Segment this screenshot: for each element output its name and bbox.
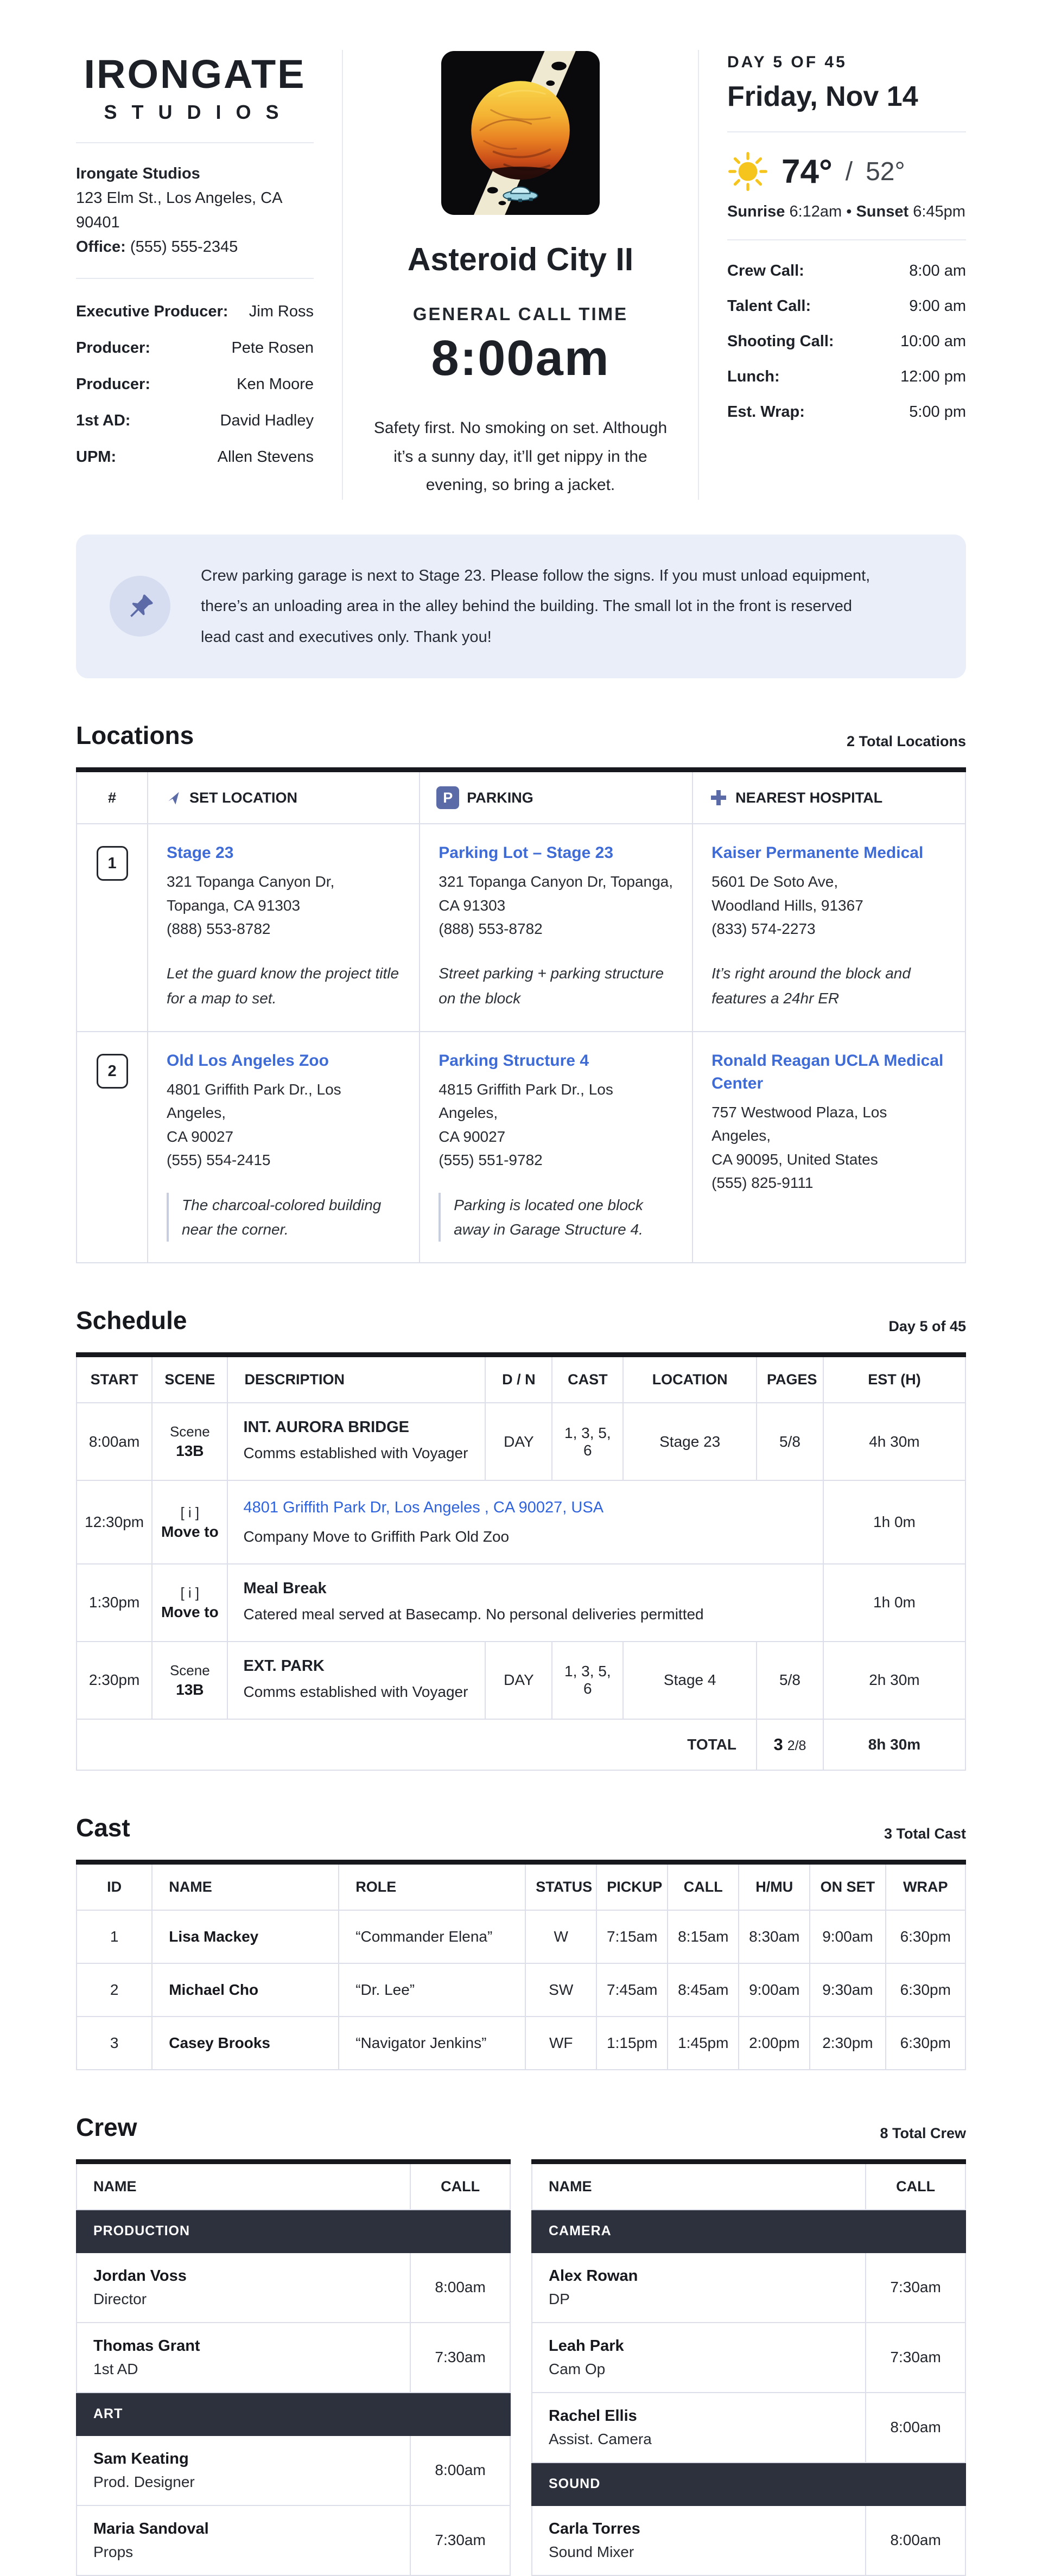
est-cell: 1h 0m [823,1480,965,1564]
sunrise-label: Sunrise [727,203,785,220]
time-value: 5:00 pm [909,403,966,421]
schedule-row [77,1642,965,1719]
logo-line2: STUDIOS [104,101,294,123]
location-cell: Stage 4 [623,1642,757,1719]
schedule-total-row [77,1719,965,1770]
scene-description: Comms established with Voyager [243,1683,468,1700]
address-line: 321 Topanga Canyon Dr, Topanga, [439,873,674,891]
cast-onset: 2:30pm [810,2017,885,2070]
total-est-cell: 8h 30m [823,1719,965,1770]
company-address: 123 Elm St., Los Angeles, CA 90401 [76,189,282,231]
break-description: Catered meal served at Basecamp. No personal deliveries permitted [243,1605,704,1623]
time-label: Crew Call: [727,262,804,279]
crew-member-cell [532,2253,866,2323]
description-cell [227,1480,823,1564]
set-location-link[interactable]: Stage 23 [167,844,234,862]
divider [727,239,966,240]
header [76,50,966,500]
cast-call: 8:45am [668,1963,739,2017]
hospital-link[interactable]: Kaiser Permanente Medical [711,844,924,862]
department-label: CAMERA [532,2210,965,2253]
cast-hmu: 9:00am [739,1963,810,2017]
credit-row [76,376,314,393]
credit-value: David Hadley [220,411,314,429]
col-description: DESCRIPTION [227,1355,485,1403]
crew-role: Cam Op [549,2360,606,2377]
crew-member-cell [77,2435,410,2505]
schedule-table [76,1352,966,1771]
department-band [532,2210,965,2253]
total-pages: 3 [773,1734,783,1754]
crew-call-time: 8:00am [866,2393,965,2463]
crew-row [77,2505,510,2575]
crew-call-time: 8:00am [410,2435,510,2505]
parking-note: Parking is located one block away in Garage Structure 4. [439,1193,674,1242]
crew-name: Jordan Voss [93,2267,187,2285]
time-row [727,262,966,280]
production-title: Asteroid City II [407,241,634,277]
studio-logo [76,54,314,124]
start-cell: 2:30pm [77,1642,152,1719]
location-number-badge: 2 [97,1054,128,1089]
location-number-cell [77,1032,148,1263]
scene-cell [152,1642,227,1719]
company-name: Irongate Studios [76,165,200,182]
cast-total: 3 Total Cast [884,1825,966,1842]
cast-id: 2 [77,1963,152,2017]
break-title: Meal Break [243,1579,327,1597]
location-row [77,824,965,1032]
cast-role: “Commander Elena” [339,1910,525,1963]
scene-cell [152,1564,227,1642]
col-parking [420,770,692,824]
crew-call-time: 7:30am [410,2323,510,2393]
crew-title: Crew [76,2113,137,2141]
locations-table [76,767,966,1263]
info-marker: [ i ] [180,1504,200,1521]
divider [727,131,966,132]
time-label: Talent Call: [727,297,811,315]
credit-value: Jim Ross [249,302,314,320]
phone-line: (833) 574-2273 [711,920,816,937]
crew-name: Alex Rowan [549,2267,638,2285]
scene-kind: Scene [169,1423,210,1440]
crew-call-time: 8:00am [410,2253,510,2323]
schedule-row-move [77,1480,965,1564]
col-pages: PAGES [757,1355,823,1403]
address-line: 321 Topanga Canyon Dr, [167,873,335,891]
department-label: PRODUCTION [77,2210,510,2253]
crew-row [77,2435,510,2505]
crew-total: 8 Total Crew [880,2125,966,2141]
crew-role: Director [93,2290,147,2307]
department-band [77,2210,510,2253]
call-times-list [727,262,966,421]
crew-header-row [532,2161,965,2210]
locations-title: Locations [76,721,194,750]
sunrise-sunset-line [727,203,966,221]
cast-name: Michael Cho [152,1963,339,2017]
total-pages-fraction: 2/8 [787,1738,806,1753]
header-right-column [699,50,966,500]
time-value: 8:00 am [909,262,966,279]
credit-value: Pete Rosen [231,339,314,357]
hospital-header-label: NEAREST HOSPITAL [735,789,883,806]
hospital-cross-icon [709,788,728,807]
schedule-title: Schedule [76,1306,187,1335]
crew-call-time: 7:30am [866,2323,965,2393]
scene-description: Comms established with Voyager [243,1445,468,1462]
credit-label: UPM: [76,448,117,466]
move-to-label: Move to [161,1603,219,1620]
crew-name: Thomas Grant [93,2337,200,2355]
shoot-day-label: DAY 5 OF 45 [727,53,847,71]
col-number: # [77,770,148,824]
crew-row [532,2505,965,2575]
crew-table-right [531,2159,966,2576]
est-cell: 1h 0m [823,1564,965,1642]
credit-value: Ken Moore [237,375,314,393]
sun-icon [727,151,768,192]
notice-text: Crew parking garage is next to Stage 23. Please follow the signs. If you must unload equipment, there’s an unloading area in the alley behind the building. The small lot in the front is reserved lead cast and executives only. Thank you! [201,567,871,646]
set-location-link[interactable]: Old Los Angeles Zoo [167,1052,329,1070]
parking-link[interactable]: Parking Lot – Stage 23 [439,844,614,862]
dn-cell: DAY [485,1403,552,1480]
col-crew-name: NAME [532,2161,866,2210]
move-to-label: Move to [161,1523,219,1540]
dn-cell: DAY [485,1642,552,1719]
notice-icon-circle [110,576,170,637]
pages-cell: 5/8 [757,1403,823,1480]
cast-cell: 1, 3, 5, 6 [552,1403,623,1480]
crew-call-time: 7:30am [410,2505,510,2575]
crew-call-time: 8:00am [866,2505,965,2575]
scene-number: 13B [176,1681,204,1698]
move-description: Company Move to Griffith Park Old Zoo [243,1528,510,1545]
crew-header-row [77,2161,510,2210]
crew-row [77,2253,510,2323]
col-call: CALL [668,1862,739,1910]
address-line: 5601 De Soto Ave, [711,873,838,891]
safety-note: Safety first. No smoking on set. Although it’s a sunny day, it’ll get nippy in the evening, so bring a jacket. [373,419,668,494]
location-number-badge: 1 [97,846,128,881]
location-cell: Stage 23 [623,1403,757,1480]
hospital-cell [692,824,965,1032]
col-id: ID [77,1862,152,1910]
cast-id: 1 [77,1910,152,1963]
notice-banner [76,535,966,679]
cast-pickup: 7:15am [596,1910,668,1963]
cast-section-head [76,1813,966,1842]
time-label: Est. Wrap: [727,403,805,421]
logo-line1: IRONGATE [84,52,306,97]
col-role: ROLE [339,1862,525,1910]
locations-section-head [76,721,966,750]
time-row [727,333,966,351]
crew-member-cell [532,2393,866,2463]
pages-cell: 5/8 [757,1642,823,1719]
cast-cell: 1, 3, 5, 6 [552,1642,623,1719]
credit-row [76,412,314,430]
set-location-cell [148,1032,420,1263]
crew-name: Carla Torres [549,2520,640,2537]
crew-name: Maria Sandoval [93,2520,209,2537]
shoot-date: Friday, Nov 14 [727,81,918,112]
credit-label: Producer: [76,375,150,393]
crew-member-cell [532,2505,866,2575]
description-cell [227,1403,485,1480]
credit-value: Allen Stevens [217,448,314,466]
crew-row [77,2323,510,2393]
locations-total: 2 Total Locations [846,733,966,750]
cast-wrap: 6:30pm [886,2017,965,2070]
description-cell [227,1564,823,1642]
parking-header-label: PARKING [467,789,533,806]
asteroid-poster-icon [440,50,601,216]
col-scene: SCENE [152,1355,227,1403]
cast-status: SW [525,1963,596,2017]
pushpin-icon [125,591,155,621]
credit-row [76,339,314,357]
crew-member-cell [77,2323,410,2393]
hospital-note: It’s right around the block and features a 24hr ER [711,965,911,1007]
cast-row [77,1910,965,1963]
crew-member-cell [532,2323,866,2393]
credit-row [76,303,314,321]
schedule-day-label: Day 5 of 45 [888,1318,966,1335]
hospital-link[interactable]: Ronald Reagan UCLA Medical Center [711,1052,944,1093]
est-cell: 4h 30m [823,1403,965,1480]
header-left-column [76,50,343,500]
cast-id: 3 [77,2017,152,2070]
cast-status: WF [525,2017,596,2070]
crew-row [532,2253,965,2323]
time-label: Lunch: [727,368,780,385]
cast-name: Casey Brooks [152,2017,339,2070]
poster-image [365,50,676,216]
col-location: LOCATION [623,1355,757,1403]
col-crew-call: CALL [410,2161,510,2210]
phone-line: (555) 554-2415 [167,1152,271,1169]
crew-tables [76,2159,966,2576]
phone-line: (888) 553-8782 [439,920,543,937]
location-number-cell [77,824,148,1032]
company-address-block [76,162,314,259]
crew-table-left [76,2159,511,2576]
time-value: 10:00 am [900,333,966,350]
divider [76,278,314,279]
scene-cell [152,1403,227,1480]
crew-name: Sam Keating [93,2450,189,2467]
est-cell: 2h 30m [823,1642,965,1719]
scene-number: 13B [176,1442,204,1460]
cast-wrap: 6:30pm [886,1910,965,1963]
cast-hmu: 2:00pm [739,2017,810,2070]
locations-header-row [77,770,965,824]
location-row [77,1032,965,1263]
time-row [727,368,966,386]
dot-separator: • [846,203,852,220]
address-line: CA 90027 [167,1128,234,1145]
schedule-row-move [77,1564,965,1642]
scene-slug: INT. AURORA BRIDGE [243,1419,410,1436]
col-start: START [77,1355,152,1403]
cast-hmu: 8:30am [739,1910,810,1963]
crew-role: Props [93,2543,134,2560]
address-line: Topanga, CA 91303 [167,896,301,914]
location-note: Let the guard know the project title for a map to set. [167,965,399,1007]
set-location-header-label: SET LOCATION [189,790,298,806]
weather-row [727,151,966,192]
start-cell: 8:00am [77,1403,152,1480]
cast-role: “Dr. Lee” [339,1963,525,2017]
start-cell: 12:30pm [77,1480,152,1564]
cast-title: Cast [76,1813,130,1842]
cast-wrap: 6:30pm [886,1963,965,2017]
col-dn: D / N [485,1355,552,1403]
temp-separator: / [845,157,853,186]
crew-row [532,2393,965,2463]
crew-call-time: 7:30am [866,2253,965,2323]
header-center-column [343,50,699,500]
description-cell [227,1642,485,1719]
col-crew-name: NAME [77,2161,410,2210]
move-address-link[interactable]: 4801 Griffith Park Dr, Los Angeles , CA 90027, USA [243,1499,604,1517]
general-call-time: 8:00am [431,330,610,386]
credits-list [76,303,314,466]
phone-line: (888) 553-8782 [167,920,271,937]
total-pages-cell [757,1719,823,1770]
navigation-icon [164,790,182,807]
col-crew-call: CALL [866,2161,965,2210]
cast-pickup: 1:15pm [596,2017,668,2070]
cast-call: 8:15am [668,1910,739,1963]
temp-high: 74° [782,152,833,190]
crew-member-cell [77,2253,410,2323]
sunset-label: Sunset [856,203,909,220]
address-line: 4815 Griffith Park Dr., Los Angeles, [439,1081,613,1122]
cast-status: W [525,1910,596,1963]
schedule-header-row [77,1355,965,1403]
start-cell: 1:30pm [77,1564,152,1642]
cast-name: Lisa Mackey [152,1910,339,1963]
department-label: SOUND [532,2463,965,2505]
phone-line: (555) 551-9782 [439,1152,543,1169]
col-hmu: H/MU [739,1862,810,1910]
department-band [532,2463,965,2505]
cast-row [77,1963,965,2017]
crew-role: 1st AD [93,2360,138,2377]
office-label: Office: [76,238,126,256]
sunrise-time: 6:12am [789,203,842,220]
parking-cell [420,1032,692,1263]
scene-cell [152,1480,227,1564]
sunset-time: 6:45pm [913,203,965,220]
col-name: NAME [152,1862,339,1910]
department-band [77,2393,510,2435]
col-est: EST (H) [823,1355,965,1403]
col-pickup: PICKUP [596,1862,668,1910]
credit-row [76,448,314,466]
cast-onset: 9:00am [810,1910,885,1963]
crew-row [532,2323,965,2393]
phone-line: (555) 825-9111 [711,1174,814,1192]
cast-table [76,1860,966,2070]
address-line: 4801 Griffith Park Dr., Los Angeles, [167,1081,341,1122]
location-note: The charcoal-colored building near the corner. [167,1193,401,1242]
crew-member-cell [77,2505,410,2575]
credit-label: Producer: [76,339,150,357]
set-location-cell [148,824,420,1032]
col-set-location [148,770,420,824]
parking-cell [420,824,692,1032]
col-hospital [692,770,965,824]
crew-name: Rachel Ellis [549,2407,637,2425]
address-line: CA 90095, United States [711,1150,878,1168]
divider [76,142,314,143]
call-sheet-page [76,0,966,2576]
crew-role: DP [549,2290,570,2307]
scene-slug: EXT. PARK [243,1657,325,1675]
cast-pickup: 7:45am [596,1963,668,2017]
time-row [727,403,966,421]
department-label: ART [77,2393,510,2435]
cast-row [77,2017,965,2070]
hospital-cell [692,1032,965,1263]
crew-role: Assist. Camera [549,2430,652,2447]
parking-link[interactable]: Parking Structure 4 [439,1052,589,1070]
cast-role: “Navigator Jenkins” [339,2017,525,2070]
crew-name: Leah Park [549,2337,624,2355]
crew-section-head [76,2113,966,2142]
cast-call: 1:45pm [668,2017,739,2070]
temp-low: 52° [866,157,905,186]
schedule-section-head [76,1306,966,1335]
credit-label: 1st AD: [76,411,131,429]
address-line: Woodland Hills, 91367 [711,896,863,914]
general-call-time-label: GENERAL CALL TIME [412,304,628,324]
time-value: 9:00 am [909,297,966,315]
info-marker: [ i ] [180,1584,200,1601]
cast-onset: 9:30am [810,1963,885,2017]
total-label: TOTAL [77,1719,757,1770]
crew-role: Prod. Designer [93,2473,195,2490]
col-onset: ON SET [810,1862,885,1910]
schedule-row [77,1403,965,1480]
address-line: CA 90027 [439,1128,506,1145]
parking-note: Street parking + parking structure on the block [439,965,664,1007]
col-status: STATUS [525,1862,596,1910]
col-cast: CAST [552,1355,623,1403]
office-phone: (555) 555-2345 [130,238,238,256]
address-line: 757 Westwood Plaza, Los Angeles, [711,1104,887,1144]
time-value: 12:00 pm [900,368,966,385]
company-office-line [76,235,314,259]
time-row [727,297,966,315]
parking-icon: P [436,786,459,809]
col-wrap: WRAP [886,1862,965,1910]
crew-role: Sound Mixer [549,2543,634,2560]
cast-header-row [77,1862,965,1910]
credit-label: Executive Producer: [76,302,228,320]
scene-kind: Scene [169,1662,210,1678]
time-label: Shooting Call: [727,333,834,350]
address-line: CA 91303 [439,896,506,914]
